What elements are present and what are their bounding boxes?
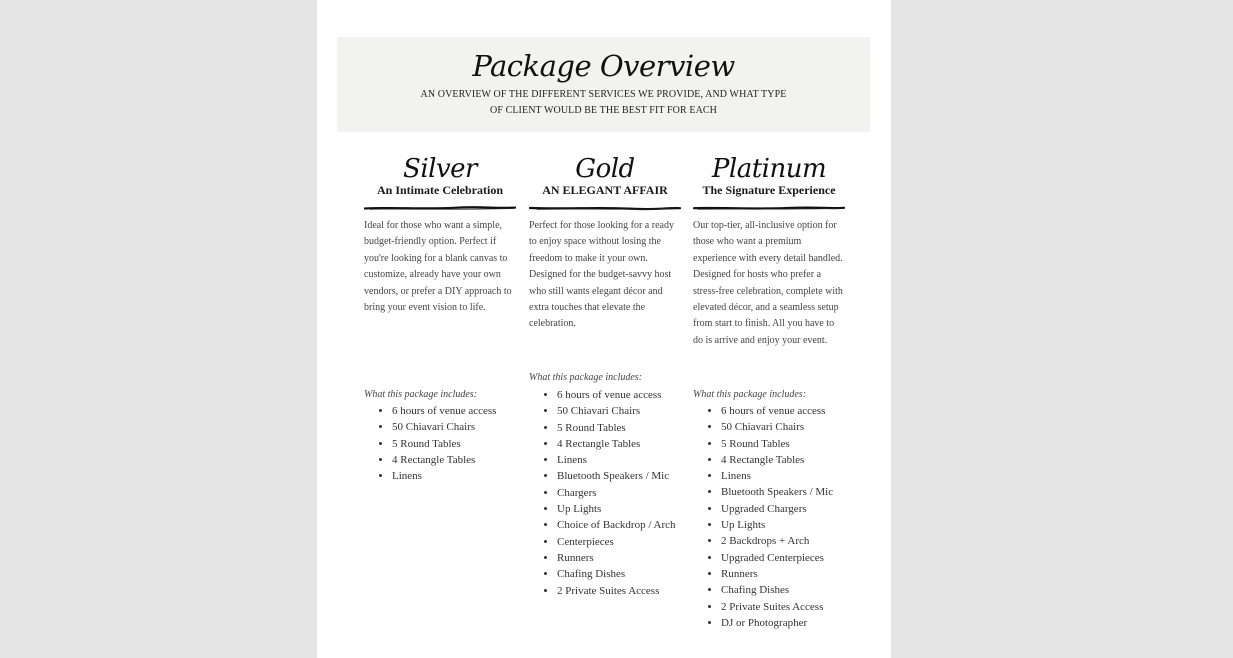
list-item: • Bluetooth Speakers / Mic (557, 468, 681, 484)
included-items-list (364, 403, 516, 484)
list-item: • Upgraded Centerpieces (721, 550, 845, 566)
list-item: • 6 hours of venue access (721, 403, 845, 419)
list-item: • Chafing Dishes (557, 566, 681, 582)
includes-label: What this package includes: (364, 389, 478, 400)
package-tagline: The Signature Experience (702, 183, 836, 197)
brush-divider (693, 204, 845, 212)
includes-label: What this package includes: (529, 372, 643, 383)
list-item: • Runners (721, 566, 845, 582)
list-item: • 4 Rectangle Tables (721, 452, 845, 468)
list-item: • 5 Round Tables (557, 420, 681, 436)
package-name: Platinum (711, 154, 827, 184)
list-item: • 50 Chiavari Chairs (392, 419, 516, 435)
list-item: • 2 Backdrops + Arch (721, 533, 845, 549)
included-items-list (529, 387, 681, 599)
list-item: • Linens (557, 452, 681, 468)
package-description: Perfect for those looking for a ready to enjoy space without losing the freedom to make it your own. Designed for the budget-savvy host who still wants elegant décor and extra touches that elevate the celebration. (529, 220, 674, 330)
list-item: • 6 hours of venue access (392, 403, 516, 419)
list-item: • 6 hours of venue access (557, 387, 681, 403)
package-column-gold (529, 150, 681, 597)
page-subtitle: AN OVERVIEW OF THE DIFFERENT SERVICES WE PROVIDE, AND WHAT TYPE OF CLIENT WOULD BE THE BEST FIT FOR EACH (420, 89, 787, 116)
list-item: • Up Lights (721, 517, 845, 533)
list-item: • 50 Chiavari Chairs (557, 403, 681, 419)
list-item: • Linens (392, 468, 516, 484)
list-item: • Upgraded Chargers (721, 501, 845, 517)
list-item: • 5 Round Tables (721, 436, 845, 452)
brush-divider (364, 204, 516, 212)
package-name: Silver (403, 154, 477, 184)
list-item: • Centerpieces (557, 534, 681, 550)
list-item: • 2 Private Suites Access (721, 599, 845, 615)
list-item: • Bluetooth Speakers / Mic (721, 484, 845, 500)
package-tagline: An Intimate Celebration (377, 183, 503, 197)
list-item: • Runners (557, 550, 681, 566)
package-column-silver (364, 150, 516, 483)
list-item: • Choice of Backdrop / Arch (557, 517, 681, 533)
list-item: • 5 Round Tables (392, 436, 516, 452)
list-item: • Chargers (557, 485, 681, 501)
header-banner (337, 37, 870, 132)
package-name: Gold (575, 154, 635, 184)
list-item: • DJ or Photographer (721, 615, 845, 631)
list-item: • Linens (721, 468, 845, 484)
list-item: • 50 Chiavari Chairs (721, 419, 845, 435)
included-items-list (693, 403, 845, 631)
list-item: • Up Lights (557, 501, 681, 517)
brush-divider (529, 204, 681, 212)
list-item: • 4 Rectangle Tables (392, 452, 516, 468)
list-item: • 2 Private Suites Access (557, 583, 681, 599)
page-title: Package Overview (472, 49, 735, 83)
package-tagline: AN ELEGANT AFFAIR (542, 183, 668, 197)
document-page (317, 0, 891, 658)
package-column-platinum (693, 150, 845, 629)
package-description: Our top-tier, all-inclusive option for those who want a premium experience with every detail handled. Designed for hosts who prefer a stress-free celebration, complete with elevated décor, and a seamless setup from start to finish. All you have to do is arrive and enjoy your event. (693, 220, 843, 346)
includes-label: What this package includes: (693, 389, 807, 400)
list-item: • Chafing Dishes (721, 582, 845, 598)
list-item: • 4 Rectangle Tables (557, 436, 681, 452)
package-description: Ideal for those who want a simple, budget-friendly option. Perfect if you're looking for a blank canvas to customize, already have your own vendors, or prefer a DIY approach to bring your event vision to life. (364, 220, 512, 314)
